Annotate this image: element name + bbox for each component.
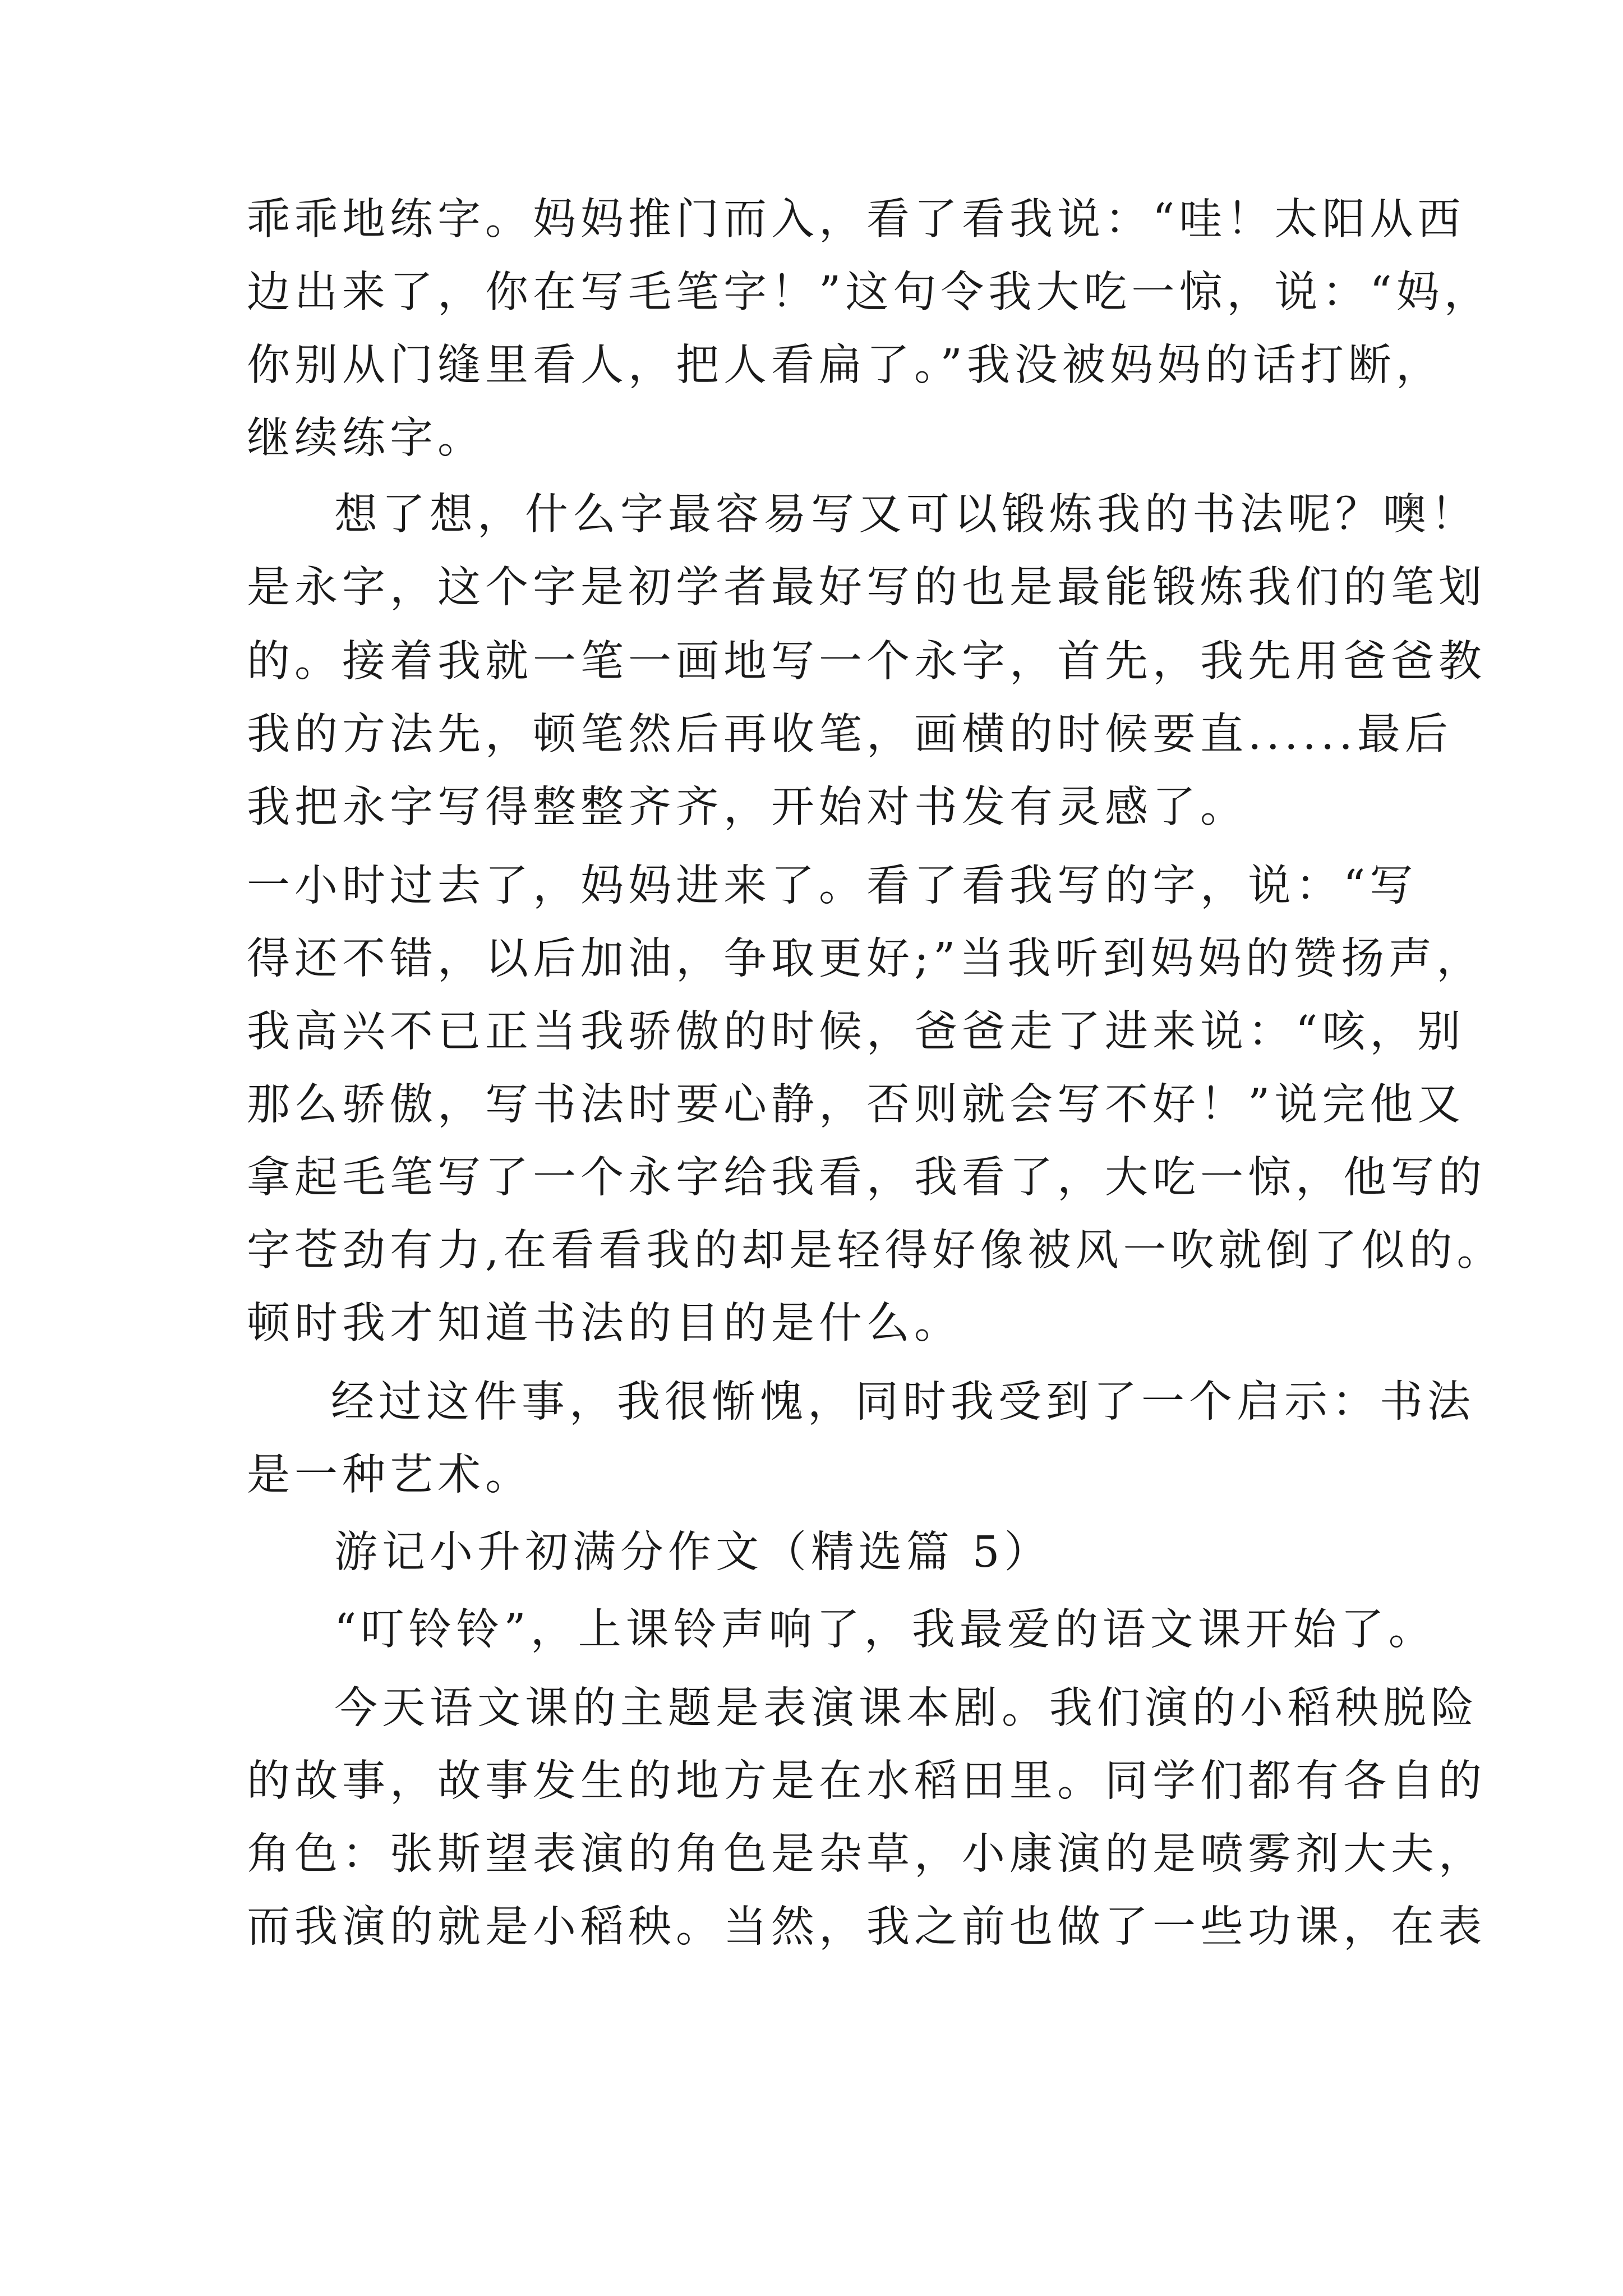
text-line-9: 我把永字写得整整齐齐，开始对书发有灵感了。 — [247, 783, 1248, 832]
text-line-6: 是永字，这个字是初学者最好写的也是最能锻炼我们的笔划 — [247, 563, 1486, 613]
section-heading: 游记小升初满分作文（精选篇 5） — [334, 1527, 1052, 1577]
text-line-11: 得还不错，以后加油，争取更好;”当我听到妈妈的赞扬声， — [247, 934, 1484, 984]
text-line-17: 经过这件事，我很惭愧，同时我受到了一个启示：书法 — [331, 1377, 1475, 1427]
text-line-8: 我的方法先，顿笔然后再收笔，画横的时候要直......最后 — [247, 710, 1453, 760]
text-line-7: 的。接着我就一笔一画地写一个永字，首先，我先用爸爸教 — [247, 637, 1486, 687]
text-line-13: 那么骄傲，写书法时要心静，否则就会写不好！”说完他又 — [247, 1080, 1465, 1130]
text-line-14: 拿起毛笔写了一个永字给我看，我看了，大吃一惊，他写的 — [247, 1153, 1486, 1203]
text-line-18: 是一种艺术。 — [247, 1450, 533, 1500]
text-line-12: 我高兴不已正当我骄傲的时候，爸爸走了进来说：“咳，别 — [247, 1007, 1465, 1057]
text-line-23: 角色：张斯望表演的角色是杂草，小康演的是喷雾剂大夫， — [247, 1829, 1486, 1879]
text-line-5: 想了想，什么字最容易写又可以锻炼我的书法呢？噢！ — [334, 490, 1478, 540]
text-line-4: 继续练字。 — [247, 413, 485, 463]
text-line-22: 的故事，故事发生的地方是在水稻田里。同学们都有各自的 — [247, 1756, 1486, 1806]
text-line-2: 边出来了，你在写毛笔字！”这句令我大吃一惊，说：“妈， — [247, 268, 1492, 318]
text-line-20: “叮铃铃”，上课铃声响了，我最爱的语文课开始了。 — [334, 1605, 1436, 1655]
text-line-10: 一小时过去了，妈妈进来了。看了看我写的字，说：“写 — [247, 861, 1418, 911]
text-line-16: 顿时我才知道书法的目的是什么。 — [247, 1299, 962, 1349]
text-line-21: 今天语文课的主题是表演课本剧。我们演的小稻秧脱险 — [334, 1683, 1478, 1733]
text-line-15: 字苍劲有力,在看看我的却是轻得好像被风一吹就倒了似的。 — [247, 1226, 1505, 1276]
text-line-1: 乖乖地练字。妈妈推门而入，看了看我说：“哇！太阳从西 — [247, 195, 1465, 245]
text-line-3: 你别从门缝里看人，把人看扁了。”我没被妈妈的话打断， — [247, 341, 1444, 390]
text-line-24: 而我演的就是小稻秧。当然，我之前也做了一些功课，在表 — [247, 1902, 1486, 1952]
